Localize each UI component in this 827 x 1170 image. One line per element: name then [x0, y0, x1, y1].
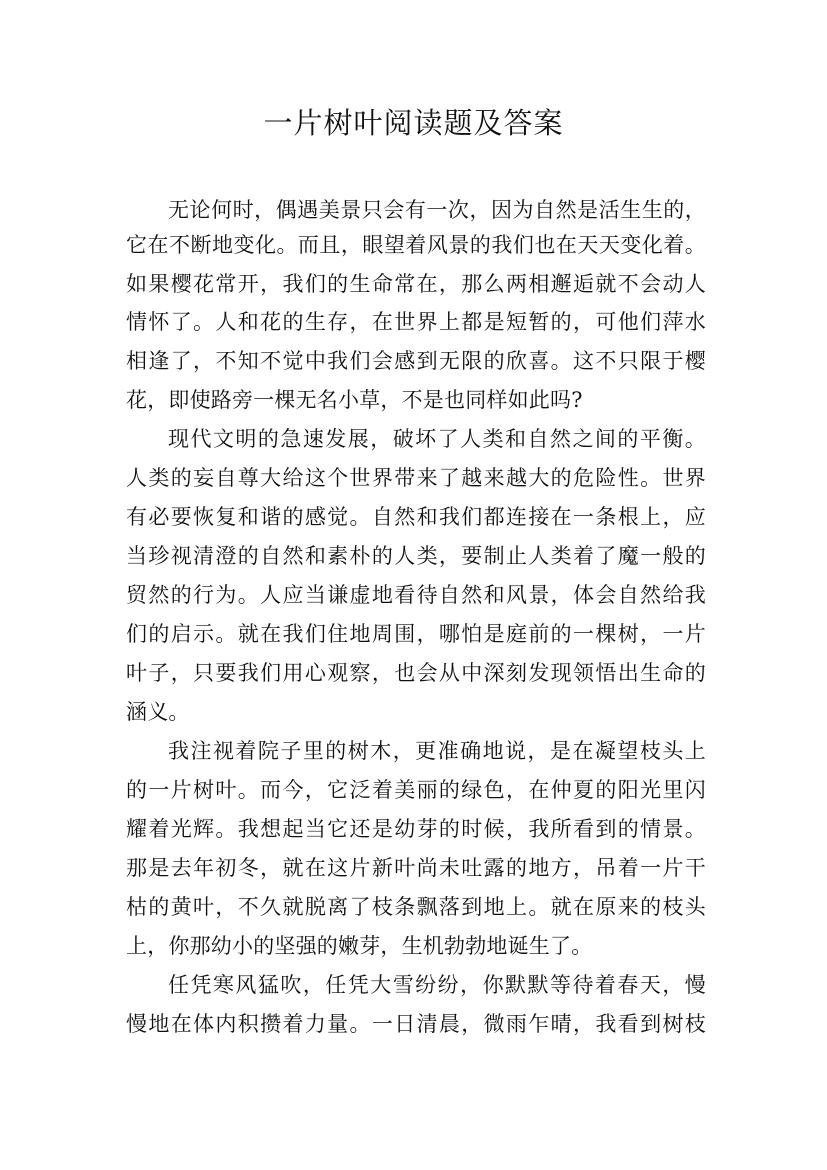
text-line: 如果樱花常开，我们的生命常在，那么两相邂逅就不会动人: [126, 272, 706, 296]
text-line: 那是去年初冬，就在这片新叶尚未吐露的地方，吊着一片干: [126, 856, 706, 880]
text-line: 涵义。: [126, 700, 190, 724]
text-line: 现代文明的急速发展，破坏了人类和自然之间的平衡。: [168, 427, 706, 451]
text-line: 情怀了。人和花的生存，在世界上都是短暂的，可他们萍水: [126, 310, 706, 334]
text-line: 花，即使路旁一棵无名小草，不是也同样如此吗?: [126, 388, 583, 412]
text-line: 当珍视清澄的自然和素朴的人类，要制止人类着了魔一般的: [126, 544, 706, 568]
text-line: 们的启示。就在我们住地周围，哪怕是庭前的一棵树，一片: [126, 622, 706, 646]
text-line: 无论何时，偶遇美景只会有一次，因为自然是活生生的，: [168, 198, 706, 222]
text-line: 耀着光辉。我想起当它还是幼芽的时候，我所看到的情景。: [126, 817, 706, 841]
text-line: 任凭寒风猛吹，任凭大雪纷纷，你默默等待着春天，慢: [168, 973, 706, 997]
text-line: 它在不断地变化。而且，眼望着风景的我们也在天天变化着。: [126, 233, 706, 257]
text-line: 慢地在体内积攒着力量。一日清晨，微雨乍晴，我看到树枝: [126, 1012, 706, 1036]
text-line: 上，你那幼小的坚强的嫩芽，生机勃勃地诞生了。: [126, 934, 593, 958]
document-title: 一片树叶阅读题及答案: [263, 106, 564, 140]
text-line: 相逢了，不知不觉中我们会感到无限的欣喜。这不只限于樱: [126, 349, 706, 373]
text-line: 人类的妄自尊大给这个世界带来了越来越大的危险性。世界: [126, 466, 706, 490]
text-line: 叶子，只要我们用心观察，也会从中深刻发现领悟出生命的: [126, 661, 706, 685]
text-line: 有必要恢复和谐的感觉。自然和我们都连接在一条根上，应: [126, 505, 706, 529]
text-line: 枯的黄叶，不久就脱离了枝条飘落到地上。就在原来的枝头: [126, 895, 706, 919]
text-line: 贸然的行为。人应当谦虚地看待自然和风景，体会自然给我: [126, 583, 706, 607]
text-line: 我注视着院子里的树木，更准确地说，是在凝望枝头上: [168, 739, 706, 763]
text-line: 的一片树叶。而今，它泛着美丽的绿色，在仲夏的阳光里闪: [126, 778, 706, 802]
